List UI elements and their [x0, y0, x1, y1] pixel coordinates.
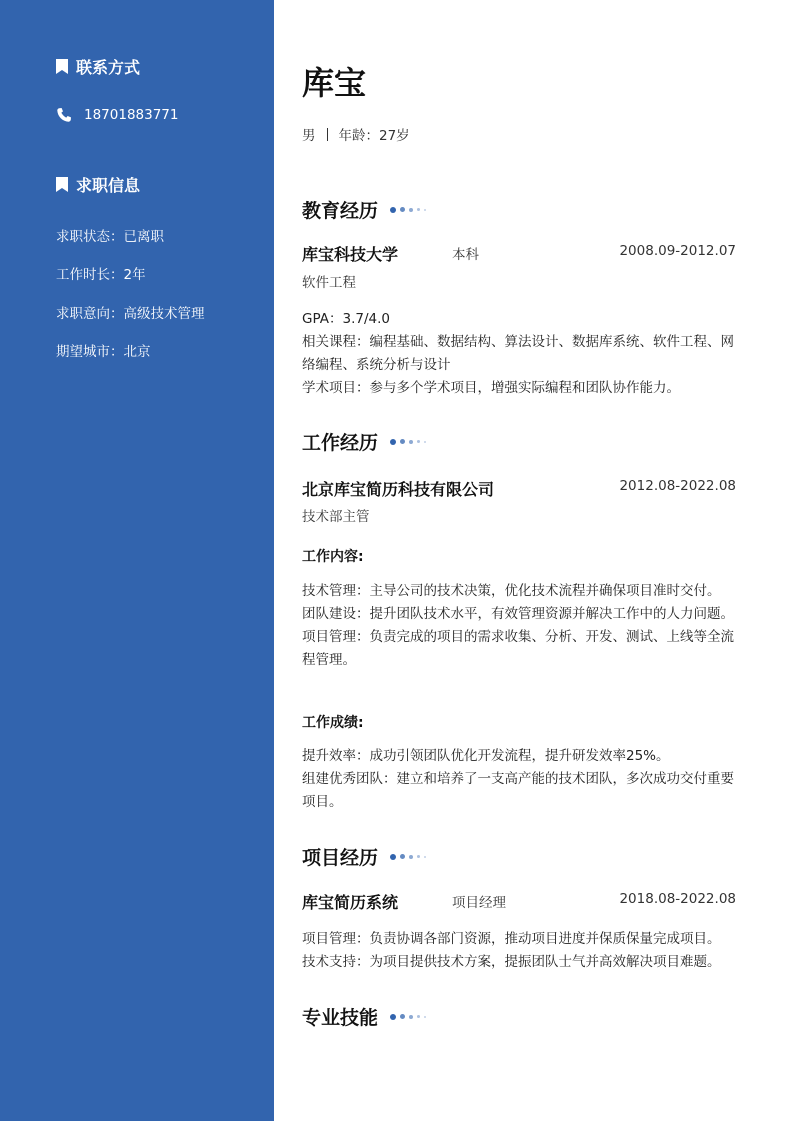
courses: 相关课程：编程基础、数据结构、算法设计、数据库系统、软件工程、网络编程、系统分析与设计: [302, 334, 734, 373]
skills-title: 专业技能: [302, 1007, 379, 1029]
work-title: 工作经历: [302, 432, 379, 454]
dots-decoration: [390, 1014, 426, 1020]
project-item: 项目管理：负责协调各部门资源，推动项目进度并保质保量完成项目。: [302, 931, 721, 947]
education-title: 教育经历: [302, 200, 379, 222]
achievement-item: 提升效率：成功引领团队优化开发流程，提升研发效率25%。: [302, 748, 670, 764]
work-content-item: 项目管理：负责完成的项目的需求收集、分析、开发、测试、上线等全流程管理。: [302, 629, 734, 668]
project-title: 项目经历: [302, 847, 379, 869]
work-content-item: 技术管理：主导公司的技术决策，优化技术流程并确保项目准时交付。: [302, 583, 721, 599]
age: 年龄：27岁: [338, 128, 410, 144]
gpa: GPA：3.7/4.0: [302, 311, 390, 327]
job-info-title: 求职信息: [76, 176, 141, 195]
expected-city: 期望城市：北京: [56, 344, 151, 360]
work-content: [302, 580, 738, 672]
project-name: 库宝简历系统: [302, 893, 399, 912]
work-section-title: [302, 428, 426, 455]
project-section-title: [302, 843, 426, 870]
major: 软件工程: [302, 275, 356, 291]
education-details: [302, 308, 738, 400]
dots-decoration: [390, 439, 426, 445]
work-date: 2012.08-2022.08: [619, 478, 736, 494]
divider: [327, 128, 328, 141]
work-content-item: 团队建设：提升团队技术水平，有效管理资源并解决工作中的人力问题。: [302, 606, 734, 622]
school-name: 库宝科技大学: [302, 245, 399, 264]
dots-decoration: [390, 207, 426, 213]
contact-title: 联系方式: [76, 58, 141, 77]
phone-number: 18701883771: [84, 107, 179, 123]
work-header: [302, 477, 736, 500]
project-details: [302, 928, 738, 974]
work-duration: 工作时长：2年: [56, 267, 146, 283]
education-header: [302, 242, 736, 265]
position: 技术部主管: [302, 509, 370, 525]
job-info-section-title: [56, 173, 140, 196]
work-achievements-title: 工作成绩:: [302, 715, 364, 731]
achievement-item: 组建优秀团队：建立和培养了一支高产能的技术团队，多次成功交付重要项目。: [302, 771, 734, 810]
sidebar: [0, 0, 274, 1121]
work-content-title: 工作内容:: [302, 549, 364, 565]
education-date: 2008.09-2012.07: [619, 243, 736, 259]
project-header: [302, 890, 736, 913]
project-role: 项目经理: [452, 895, 506, 911]
phone-icon: [56, 107, 72, 123]
phone-row: [56, 107, 178, 123]
project-item: 技术支持：为项目提供技术方案，提振团队士气并高效解决项目难题。: [302, 954, 721, 970]
job-status: 求职状态：已离职: [56, 229, 164, 245]
work-achievements: [302, 745, 738, 814]
project-date: 2018.08-2022.08: [619, 891, 736, 907]
skills-section-title: [302, 1003, 426, 1030]
basic-info: [302, 124, 410, 144]
candidate-name: 库宝: [302, 64, 367, 102]
dots-decoration: [390, 854, 426, 860]
degree: 本科: [452, 247, 479, 263]
bookmark-icon: [56, 177, 68, 192]
contact-section-title: [56, 55, 140, 78]
gender: 男: [302, 128, 316, 144]
job-intention: 求职意向：高级技术管理: [56, 306, 205, 322]
bookmark-icon: [56, 59, 68, 74]
education-section-title: [302, 196, 426, 223]
company-name: 北京库宝简历科技有限公司: [302, 480, 495, 499]
academic-projects: 学术项目：参与多个学术项目，增强实际编程和团队协作能力。: [302, 380, 680, 396]
